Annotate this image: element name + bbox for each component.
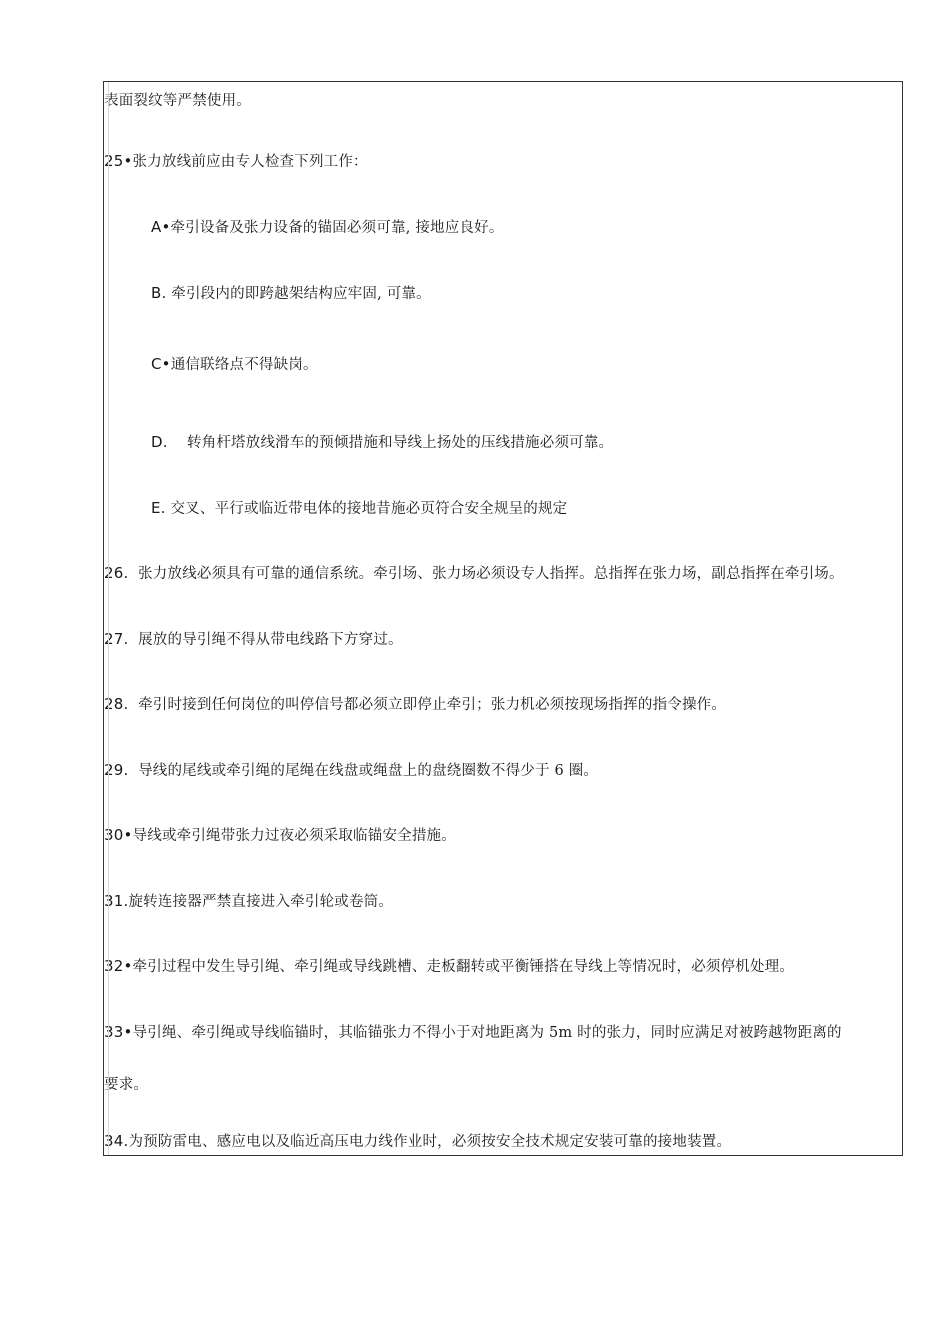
item-text: 导引绳、牵引绳或导线临锚时，其临锚张力不得小于对地距离为 5m 时的张力，同时应满足对被跨越物距离的 bbox=[132, 1025, 842, 1041]
item-number: 33• bbox=[104, 1023, 133, 1041]
item-27 bbox=[104, 630, 403, 649]
item-text: 牵引时接到任何岗位的叫停信号都必须立即停止牵引；张力机必须按现场指挥的指令操作。 bbox=[128, 697, 727, 713]
item-34 bbox=[104, 1132, 731, 1151]
item-text: 要求。 bbox=[104, 1077, 149, 1093]
item-number: 28. bbox=[104, 695, 129, 713]
item-33-continued bbox=[104, 1076, 148, 1094]
line-text: 表面裂纹等严禁使用。 bbox=[104, 93, 251, 109]
sub-item-d bbox=[151, 433, 613, 452]
item-25 bbox=[104, 152, 368, 171]
item-text: 牵引设备及张力设备的锚固必须可靠, 接地应良好。 bbox=[170, 220, 504, 236]
sub-item-a bbox=[151, 218, 504, 237]
item-32 bbox=[104, 957, 794, 976]
item-text: 张力放线前应由专人检查下列工作： bbox=[132, 154, 368, 170]
item-text: 张力放线必须具有可靠的通信系统。牵引场、张力场必须设专人指挥。总指挥在张力场，副总指挥在牵引场。 bbox=[128, 566, 844, 582]
item-text: 旋转连接器严禁直接进入牵引轮或卷筒。 bbox=[128, 894, 394, 910]
item-28 bbox=[104, 695, 726, 714]
item-number: 30• bbox=[104, 826, 133, 844]
item-text: 通信联络点不得缺岗。 bbox=[170, 357, 318, 373]
item-number: B. bbox=[151, 284, 167, 302]
item-number: C• bbox=[151, 355, 171, 373]
item-number: E. bbox=[151, 499, 166, 517]
item-text: 转角杆塔放线滑车的预倾措施和导线上扬处的压线措施必须可靠。 bbox=[167, 435, 614, 451]
item-text: 牵引过程中发生导引绳、牵引绳或导线跳槽、走板翻转或平衡锤搭在导线上等情况时，必须停机处理。 bbox=[132, 959, 795, 975]
item-30 bbox=[104, 826, 456, 845]
item-number: A• bbox=[151, 218, 171, 236]
sub-item-b bbox=[151, 284, 431, 303]
item-29 bbox=[104, 761, 598, 780]
item-text: 交叉、平行或临近带电体的接地昔施必页符合安全规呈的规定 bbox=[165, 501, 568, 517]
item-text: 导线或牵引绳带张力过夜必须采取临锚安全措施。 bbox=[132, 828, 456, 844]
item-number: 32• bbox=[104, 957, 133, 975]
sub-item-e bbox=[151, 499, 567, 518]
item-number: 27. bbox=[104, 630, 129, 648]
item-number: 25• bbox=[104, 152, 133, 170]
item-33 bbox=[104, 1023, 842, 1042]
item-number: 29. bbox=[104, 761, 129, 779]
item-number: 34. bbox=[104, 1132, 129, 1150]
item-number: 26. bbox=[104, 564, 129, 582]
item-number: D. bbox=[151, 433, 168, 451]
item-number: 31. bbox=[104, 892, 129, 910]
item-text: 为预防雷电、感应电以及临近高压电力线作业时，必须按安全技术规定安装可靠的接地装置。 bbox=[128, 1134, 732, 1150]
item-text: 展放的导引绳不得从带电线路下方穿过。 bbox=[128, 632, 403, 648]
item-text: 导线的尾线或牵引绳的尾绳在线盘或绳盘上的盘绕圈数不得少于 6 圈。 bbox=[128, 763, 599, 779]
item-text: 牵引段内的即跨越架结构应牢固, 可靠。 bbox=[166, 286, 431, 302]
item-31 bbox=[104, 892, 393, 911]
document-frame bbox=[103, 81, 903, 1156]
text-line bbox=[104, 92, 251, 110]
sub-item-c bbox=[151, 355, 318, 374]
item-26 bbox=[104, 564, 844, 583]
